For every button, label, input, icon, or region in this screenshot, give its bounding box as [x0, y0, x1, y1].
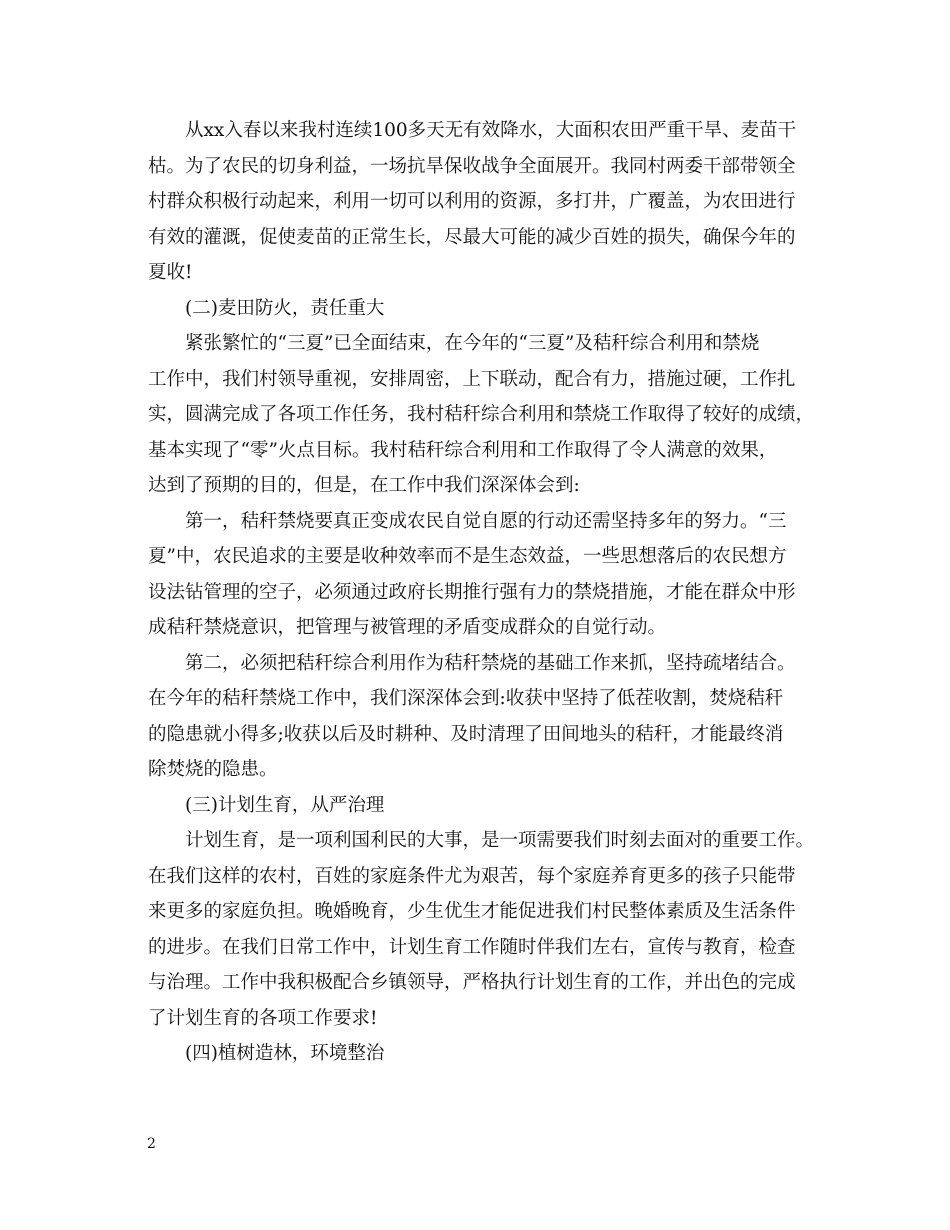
text-line: 达到了预期的目的，但是，在工作中我们深深体会到:: [148, 475, 580, 496]
page-number: 2: [147, 1136, 156, 1152]
text-line: 成秸秆禁烧意识，把管理与被管理的矛盾变成群众的自觉行动。: [148, 617, 667, 638]
text-line: 工作中，我们村领导重视，安排周密，上下联动，配合有力，措施过硬，工作扎: [148, 368, 796, 390]
text-line: 有效的灌溉，促使麦苗的正常生长，尽最大可能的减少百姓的损失，确保今年的: [148, 226, 796, 248]
text-line: (三)计划生育，从严治理: [185, 794, 385, 816]
text-line: 基本实现了“零”火点目标。我村秸秆综合利用和工作取得了令人满意的效果，: [148, 439, 778, 461]
text-line: 在今年的秸秆禁烧工作中，我们深深体会到:收获中坚持了低茬收割，焚烧秸秆: [148, 688, 784, 709]
text-line: 的进步。在我们日常工作中，计划生育工作随时伴我们左右，宣传与教育，检查: [148, 936, 796, 958]
text-line: (二)麦田防火，责任重大: [185, 297, 385, 319]
text-line: 第一，秸秆禁烧要真正变成农民自觉自愿的行动还需坚持多年的努力。“三: [185, 510, 787, 532]
text-line: 夏收!: [148, 262, 193, 283]
text-line: 紧张繁忙的“三夏”已全面结束，在今年的“三夏”及秸秆综合利用和禁烧: [185, 333, 760, 354]
text-line: 设法钻管理的空子，必须通过政府长期推行强有力的禁烧措施，才能在群众中形: [148, 581, 796, 603]
text-line: 来更多的家庭负担。晚婚晚育，少生优生才能促进我们村民整体素质及生活条件: [148, 901, 796, 922]
text-line: 与治理。工作中我积极配合乡镇领导，严格执行计划生育的工作，并出色的完成: [148, 972, 796, 993]
text-line: 夏”中，农民追求的主要是收种效率而不是生态效益，一些思想落后的农民想方: [148, 546, 787, 567]
text-line: 枯。为了农民的切身利益，一场抗旱保收战争全面展开。我同村两委干部带领全: [148, 155, 796, 177]
text-line: 从xx入春以来我村连续100多天无有效降水，大面积农田严重干旱、麦苗干: [185, 120, 797, 141]
text-line: 实，圆满完成了各项工作任务，我村秸秆综合利用和禁烧工作取得了较好的成绩，: [148, 404, 815, 425]
text-line: 村群众积极行动起来，利用一切可以利用的资源，多打井，广覆盖，为农田进行: [148, 191, 796, 212]
text-line: (四)植树造林，环境整治: [185, 1043, 385, 1064]
text-line: 了计划生育的各项工作要求!: [148, 1007, 378, 1029]
text-line: 的隐患就小得多;收获以后及时耕种、及时清理了田间地头的秸秆，才能最终消: [148, 723, 784, 745]
text-line: 除焚烧的隐患。: [148, 759, 278, 780]
document-body: [148, 113, 815, 1072]
text-line: 在我们这样的农村，百姓的家庭条件尤为艰苦，每个家庭养育更多的孩子只能带: [148, 865, 796, 887]
text-line: 计划生育，是一项利国利民的大事，是一项需要我们时刻去面对的重要工作。: [185, 830, 815, 851]
text-line: 第二，必须把秸秆综合利用作为秸秆禁烧的基础工作来抓，坚持疏堵结合。: [185, 652, 796, 674]
